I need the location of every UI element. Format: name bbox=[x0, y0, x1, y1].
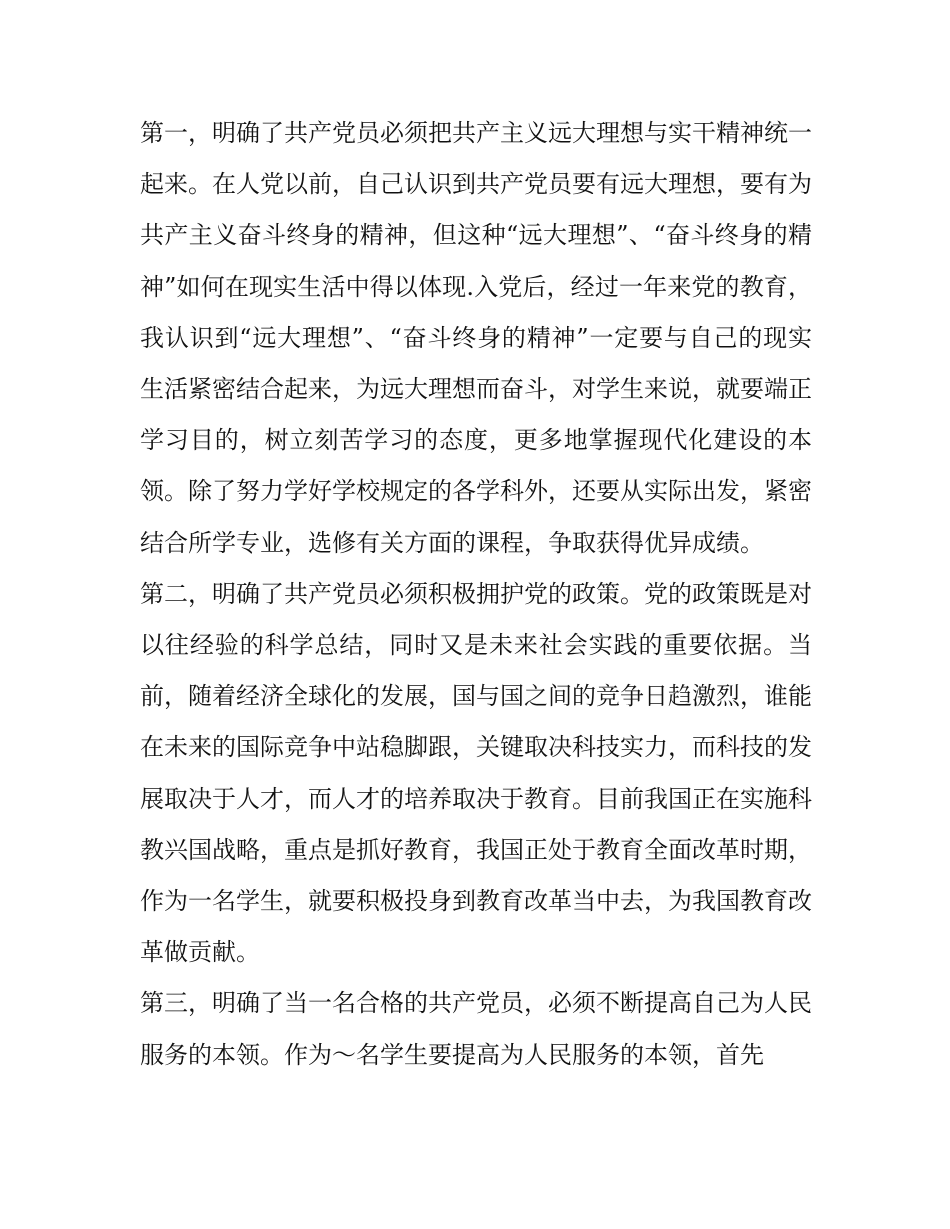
paragraph-first: 第一，明确了共产党员必须把共产主义远大理想与实干精神统一起来。在人党以前，自己认识到共产党员要有远大理想，要有为共产主义奋斗终身的精神，但这种“远大理想”、“奋斗终身的精神”如何在现实生活中得以体现.入党后，经过一年来党的教育，我认识到“远大理想”、“奋斗终身的精神”一定要与自己的现实生活紧密结合起来，为远大理想而奋斗，对学生来说，就要端正学习目的，树立刻苦学习的态度，更多地掌握现代化建设的本领。除了努力学好学校规定的各学科外，还要从实际出发，紧密结合所学专业，选修有关方面的课程，争取获得优异成绩。 bbox=[140, 119, 812, 557]
paragraph-second: 第二，明确了共产党员必须积极拥护党的政策。党的政策既是对以往经验的科学总结，同时又是未来社会实践的重要依据。当前，随着经济全球化的发展，国与国之间的竞争日趋激烈，谁能在未来的国际竞争中站稳脚跟，关键取决科技实力，而科技的发展取决于人才，而人才的培养取决于教育。目前我国正在实施科教兴国战略，重点是抓好教育，我国正处于教育全面改革时期，作为一名学生，就要积极投身到教育改革当中去，为我国教育改革做贡献。 bbox=[140, 579, 812, 967]
document-body bbox=[140, 108, 812, 1081]
paragraph-third: 第三，明确了当一名合格的共产党员，必须不断提高自己为人民服务的本领。作为～名学生要提高为人民服务的本领，首先 bbox=[140, 989, 812, 1069]
